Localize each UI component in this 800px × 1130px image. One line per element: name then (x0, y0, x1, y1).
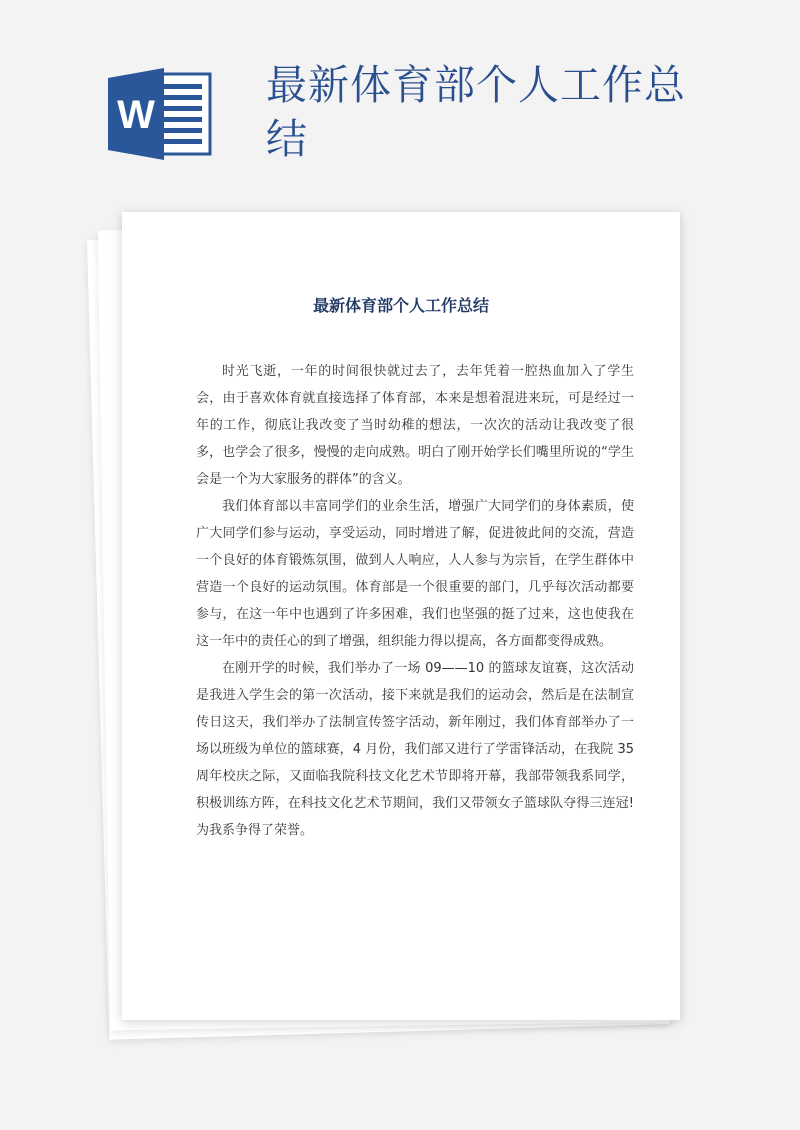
word-logo-letter: W (117, 93, 155, 137)
page-title: 最新体育部个人工作总结 (266, 61, 686, 163)
paragraph: 在刚开学的时候，我们举办了一场 09——10 的篮球友谊赛，这次活动是我进入学生会的第一次活动，接下来就是我们的运动会，然后是在法制宣传日这天，我们举办了法制宣传签字活动，新年刚过，我们体育部举办了一场以班级为单位的篮球赛，4 月份，我们部又进行了学雷锋活动，在我院 35 周年校庆之际，又面临我院科技文化艺术节即将开幕，我部带领我系同学，积极训练方阵，在科技文化艺术节期间，我们又带领女子篮球队夺得三连冠!为我系争得了荣誉。 (196, 661, 634, 838)
paragraph: 时光飞逝，一年的时间很快就过去了，去年凭着一腔热血加入了学生会，由于喜欢体育就直接选择了体育部，本来是想着混进来玩，可是经过一年的工作，彻底让我改变了当时幼稚的想法，一次次的活动让我改变了很多，也学会了很多，慢慢的走向成熟。明白了刚开始学长们嘴里所说的“学生会是一个为大家服务的群体”的含义。 (196, 364, 634, 487)
document-body (196, 358, 634, 844)
paragraph: 我们体育部以丰富同学们的业余生活，增强广大同学们的身体素质，使广大同学们参与运动，享受运动，同时增进了解，促进彼此间的交流，营造一个良好的体育锻炼氛围，做到人人响应，人人参与为宗旨，在学生群体中营造一个良好的运动氛围。体育部是一个很重要的部门，几乎每次活动都要参与，在这一年中也遇到了许多困难，我们也坚强的挺了过来，这也使我在这一年中的责任心的到了增强，组织能力得以提高，各方面都变得成熟。 (196, 499, 634, 649)
document-page (122, 212, 680, 1020)
document-title: 最新体育部个人工作总结 (312, 296, 489, 315)
word-logo-icon (108, 68, 214, 160)
